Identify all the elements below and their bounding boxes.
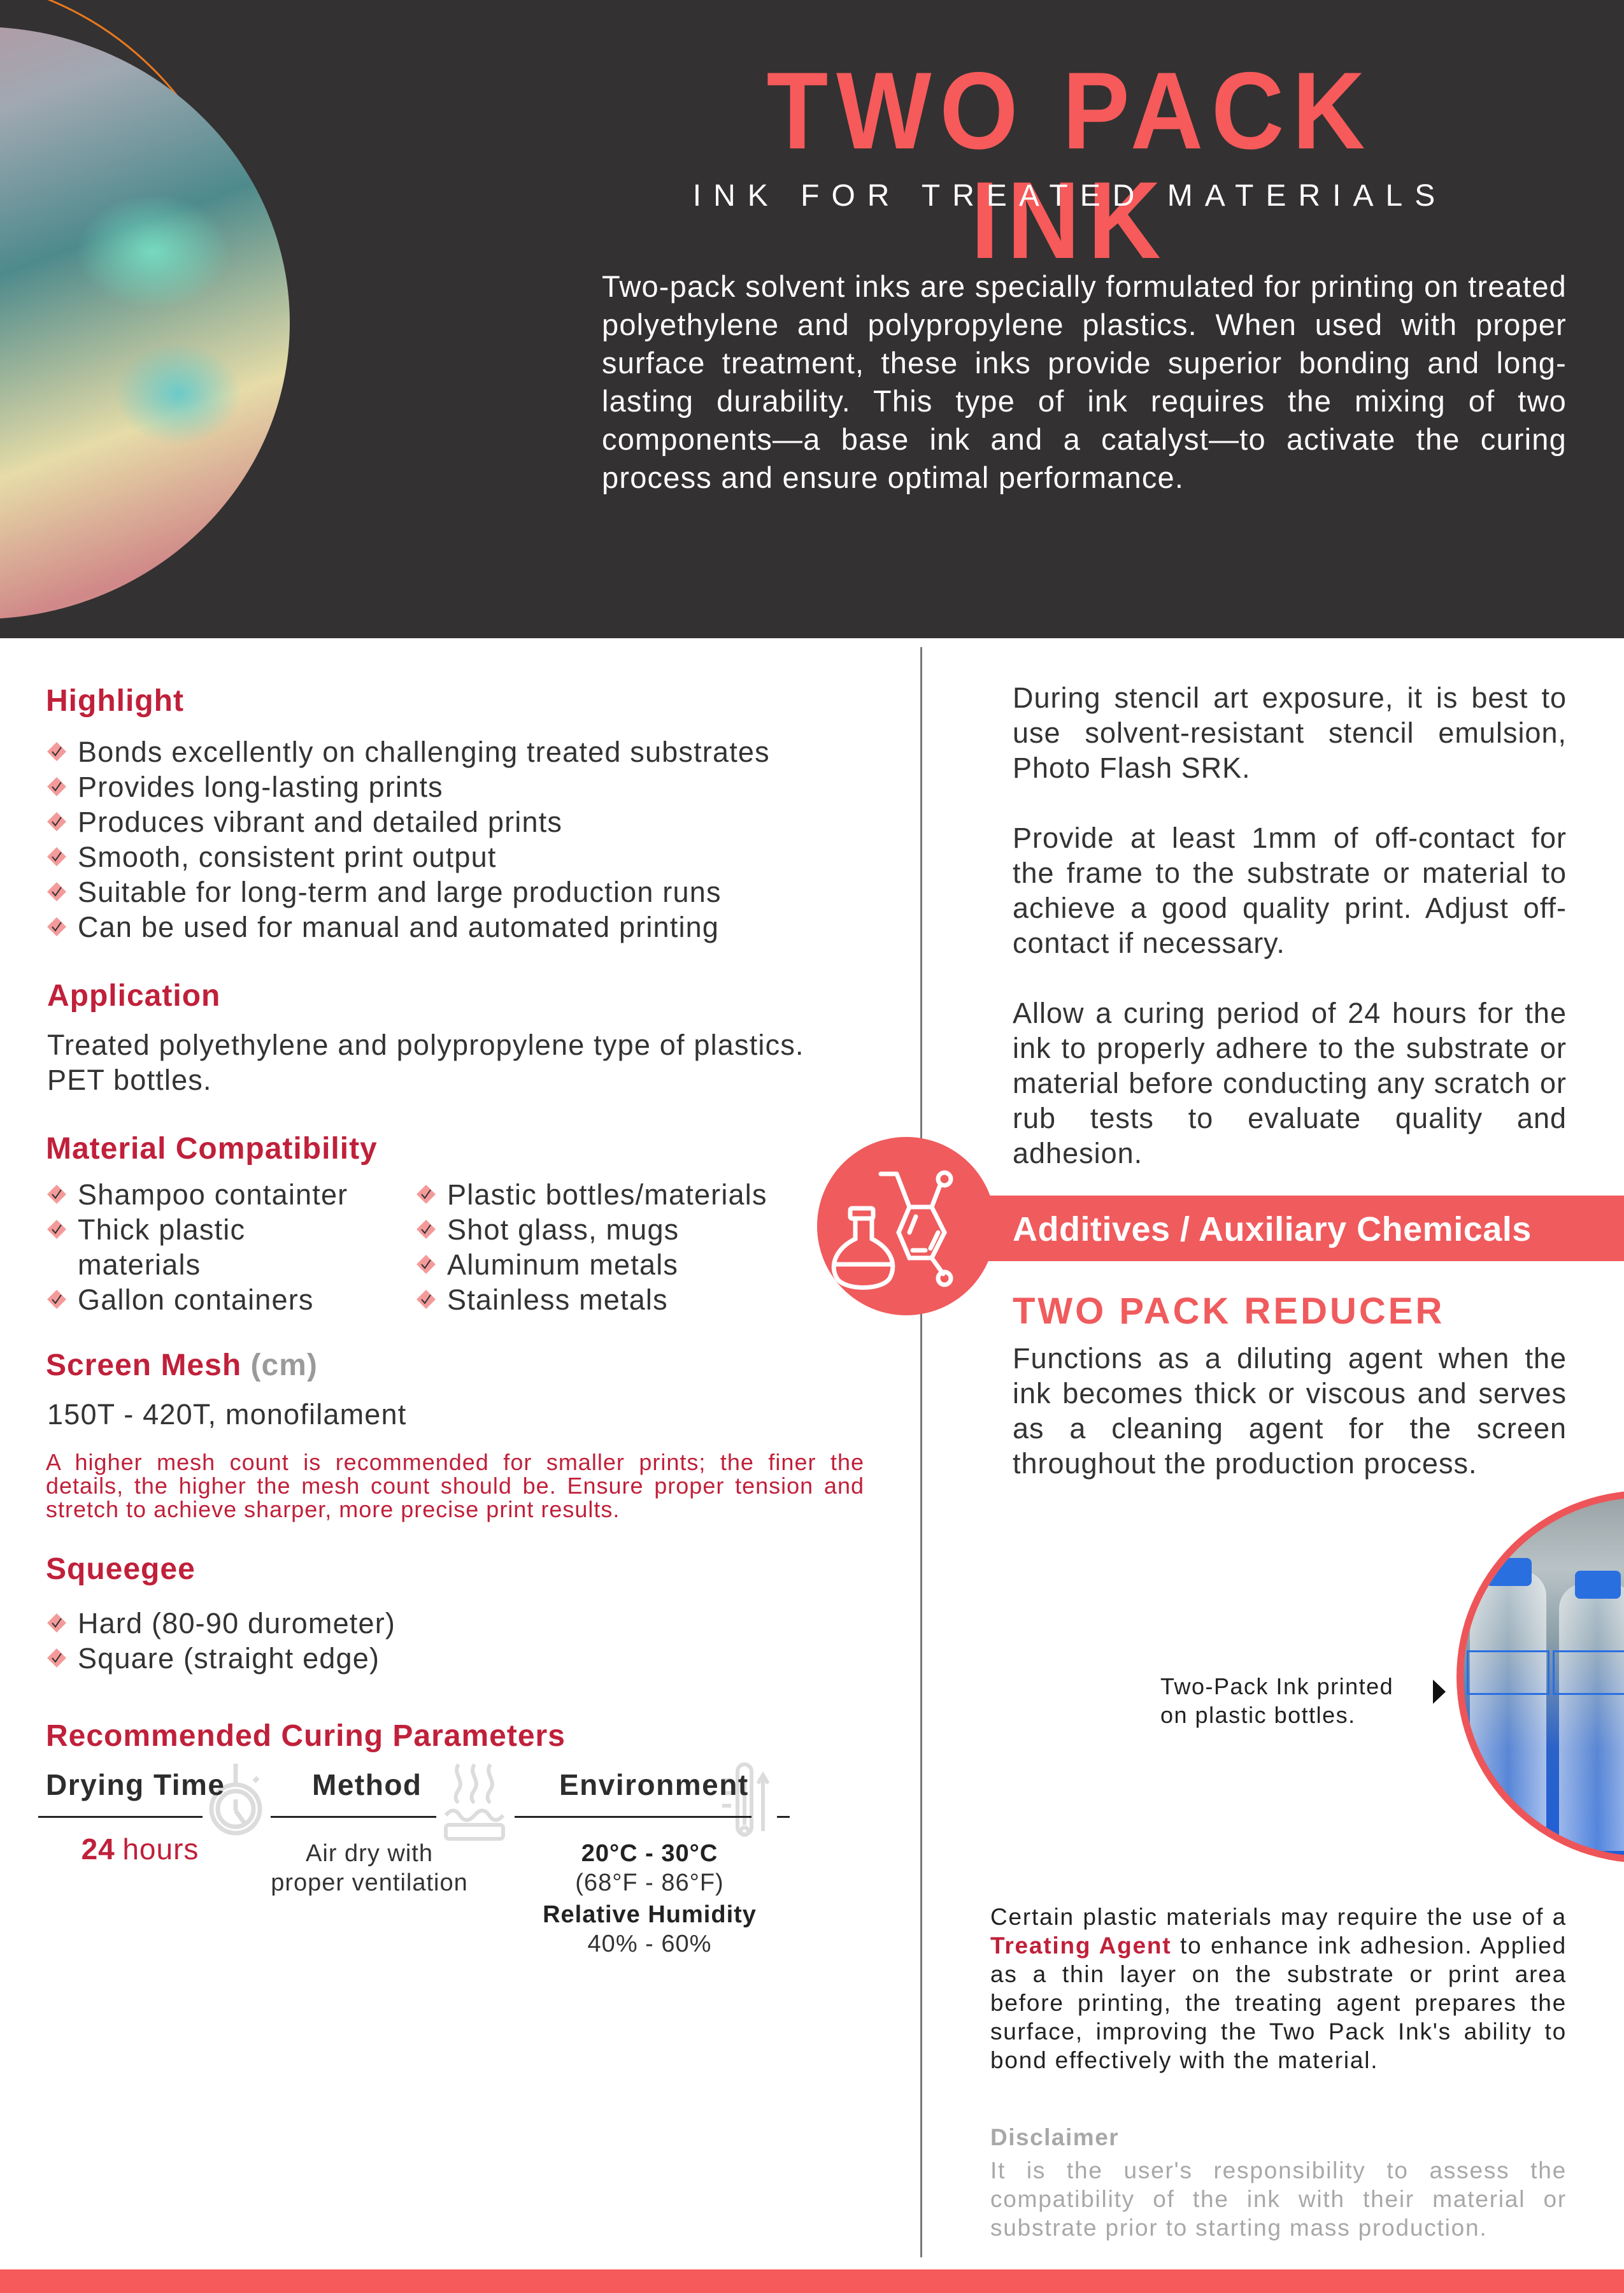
- highlight-item: Provides long-lasting prints: [46, 769, 887, 804]
- screen-mesh-unit: (cm): [250, 1348, 318, 1382]
- treating-agent-link: Treating Agent: [990, 1932, 1172, 1959]
- environment-column: [559, 1768, 749, 1802]
- bottle-image: [1559, 1583, 1624, 1851]
- humidity-label: Relative Humidity: [543, 1901, 757, 1928]
- curing-heading: Recommended Curing Parameters: [46, 1719, 566, 1753]
- additives-banner-title: Additives / Auxiliary Chemicals: [1013, 1210, 1532, 1248]
- column-divider: [920, 647, 922, 2257]
- highlight-item: Produces vibrant and detailed prints: [46, 804, 887, 839]
- highlight-list: [46, 734, 887, 945]
- reducer-description: Functions as a diluting agent when the ink becomes thick or viscous and serves as a cleaning agent for the screen throughout the production process.: [1013, 1342, 1567, 1480]
- squeegee-heading: Squeegee: [46, 1552, 196, 1586]
- highlight-item: Bonds excellently on challenging treated substrates: [46, 734, 887, 769]
- caption-arrow-icon: [1433, 1680, 1446, 1704]
- environment-rule-end: [777, 1816, 790, 1818]
- check-diamond-icon: [47, 742, 66, 761]
- compatibility-list-left: [46, 1177, 402, 1317]
- treating-agent-paragraph: Certain plastic materials may require the use of a Treating Agent to enhance ink adhesion. Applied as a thin layer on the substrate or print area before printing, the treating agent prepares the surface, improving the Two Pack Ink's ability to bond effectively with the material.: [990, 1904, 1567, 2073]
- method-label: Method: [312, 1768, 422, 1801]
- temperature-fahrenheit: (68°F - 86°F): [575, 1869, 724, 1896]
- squeegee-item: Square (straight edge): [46, 1641, 555, 1676]
- check-diamond-icon: [47, 1290, 66, 1309]
- method-column: [312, 1768, 422, 1802]
- bottles-photo: [1457, 1490, 1624, 1863]
- compatibility-item: Plastic bottles/materials: [415, 1177, 861, 1212]
- check-diamond-icon: [417, 1220, 436, 1239]
- method-rule: [271, 1816, 436, 1818]
- page-title: TWO PACK INK: [766, 50, 1374, 282]
- method-value: Air dry with proper ventilation: [271, 1840, 468, 1896]
- environment-value: [522, 1839, 777, 1959]
- check-diamond-icon: [417, 1185, 436, 1204]
- compatibility-item: Thick plastic materials: [46, 1212, 313, 1282]
- bottle-image: [1470, 1571, 1546, 1838]
- photo-caption: Two-Pack Ink printed on plastic bottles.: [1160, 1673, 1394, 1728]
- compatibility-item: Aluminum metals: [415, 1247, 861, 1282]
- disclaimer-text: It is the user's responsibility to assess the compatibility of the ink with their material or substrate prior to starting mass production.: [990, 2157, 1567, 2241]
- footer-bar: [0, 2269, 1624, 2293]
- highlight-item: Can be used for manual and automated printing: [46, 910, 887, 945]
- check-diamond-icon: [47, 847, 66, 866]
- compatibility-list-right: [415, 1177, 861, 1317]
- compatibility-item: Shampoo containter: [46, 1177, 402, 1212]
- compatibility-item: Stainless metals: [415, 1282, 861, 1317]
- application-text: Treated polyethylene and polypropylene type of plastics. PET bottles.: [47, 1029, 804, 1096]
- highlight-item: Suitable for long-term and large production runs: [46, 875, 887, 910]
- highlight-item: Smooth, consistent print output: [46, 839, 887, 875]
- check-diamond-icon: [417, 1290, 436, 1309]
- additives-banner: [955, 1196, 1624, 1261]
- squeegee-list: [46, 1606, 555, 1676]
- flask-molecule-icon: [817, 1137, 995, 1315]
- air-dry-steam-icon: [439, 1761, 509, 1844]
- temperature-celsius: 20°C - 30°C: [581, 1840, 718, 1867]
- stencil-paragraph: During stencil art exposure, it is best to use solvent-resistant stencil emulsion, Photo Flash SRK.: [1013, 682, 1567, 784]
- chemistry-badge: [817, 1137, 995, 1315]
- drying-time-rule: [38, 1816, 203, 1818]
- off-contact-paragraph: Provide at least 1mm of off-contact for the frame to the substrate or material to achieve a good quality print. Adjust off-contact if necessary.: [1013, 822, 1567, 959]
- intro-paragraph: Two-pack solvent inks are specially formulated for printing on treated polyethylene and polypropylene plastics. When used with proper surface treatment, these inks provide superior bonding and long-lasting durability. This type of ink requires the mixing of two components—a base ink and a catalyst—to activate the curing process and ensure optimal performance.: [602, 269, 1567, 494]
- header-banner: [0, 0, 1624, 638]
- reducer-title: TWO PACK REDUCER: [1013, 1290, 1445, 1332]
- bottle-label-image: [1553, 1650, 1624, 1695]
- check-diamond-icon: [417, 1255, 436, 1274]
- screen-mesh-value: 150T - 420T, monofilament: [47, 1398, 407, 1431]
- screen-mesh-note: A higher mesh count is recommended for smaller prints; the finer the details, the higher the mesh count should be. Ensure proper tension and stretch to achieve sharper, more precise print results.: [46, 1449, 864, 1522]
- environment-label: Environment: [559, 1768, 749, 1801]
- check-diamond-icon: [47, 882, 66, 901]
- check-diamond-icon: [47, 1648, 66, 1668]
- page-subtitle: INK FOR TREATED MATERIALS: [692, 179, 1448, 213]
- drying-time-column: [46, 1768, 225, 1802]
- bottle-label-image: [1467, 1650, 1549, 1695]
- drying-time-label: Drying Time: [46, 1768, 225, 1801]
- disclaimer-title: Disclaimer: [990, 2124, 1120, 2150]
- compatibility-heading: Material Compatibility: [46, 1132, 378, 1166]
- highlight-heading: Highlight: [46, 684, 184, 718]
- check-diamond-icon: [47, 777, 66, 796]
- screen-mesh-heading: Screen Mesh (cm): [46, 1348, 318, 1382]
- compatibility-item: Shot glass, mugs: [415, 1212, 861, 1247]
- curing-parameters: [38, 1768, 802, 1959]
- compatibility-item: Gallon containers: [46, 1282, 402, 1317]
- check-diamond-icon: [47, 812, 66, 831]
- check-diamond-icon: [47, 1185, 66, 1204]
- check-diamond-icon: [47, 1220, 66, 1239]
- humidity-value: 40% - 60%: [587, 1931, 712, 1957]
- application-heading: Application: [47, 979, 221, 1013]
- curing-period-paragraph: Allow a curing period of 24 hours for the ink to properly adhere to the substrate or material before conducting any scratch or rub tests to evaluate quality and adhesion.: [1013, 997, 1567, 1169]
- check-diamond-icon: [47, 917, 66, 936]
- environment-rule: [515, 1816, 751, 1818]
- check-diamond-icon: [47, 1613, 66, 1632]
- squeegee-item: Hard (80-90 durometer): [46, 1606, 555, 1641]
- drying-time-value: 24 hours: [81, 1832, 199, 1866]
- hero-image: [0, 27, 290, 619]
- bottle-cap-image: [1486, 1558, 1532, 1586]
- bottle-cap-image: [1575, 1571, 1621, 1599]
